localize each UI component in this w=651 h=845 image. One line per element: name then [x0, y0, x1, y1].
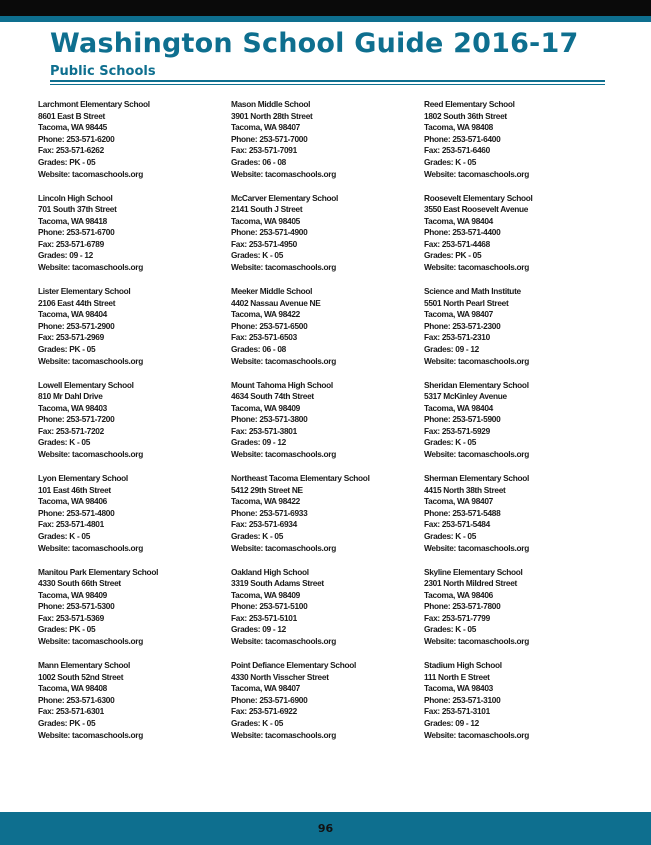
school-city: Tacoma, WA 98407	[231, 683, 300, 694]
top-black-bar	[0, 0, 651, 16]
school-website: Website: tacomaschools.org	[424, 262, 530, 273]
school-address: 3901 North 28th Street	[231, 110, 313, 121]
school-entry	[231, 660, 421, 754]
school-phone: Phone: 253-571-5488	[424, 507, 501, 518]
school-fax: Fax: 253-571-2969	[38, 332, 104, 343]
listing-column-3	[424, 99, 614, 754]
school-address: 101 East 46th Street	[38, 484, 111, 495]
school-phone: Phone: 253-571-5100	[231, 601, 308, 612]
school-phone: Phone: 253-571-4800	[38, 507, 115, 518]
school-entry	[231, 193, 421, 287]
school-phone: Phone: 253-571-2300	[424, 320, 501, 331]
school-entry	[424, 99, 614, 193]
school-address: 1002 South 52nd Street	[38, 671, 124, 682]
school-phone: Phone: 253-571-4900	[231, 227, 308, 238]
school-address: 111 North E Street	[424, 671, 490, 682]
page-number: 96	[317, 822, 334, 835]
school-phone: Phone: 253-571-7200	[38, 414, 115, 425]
school-fax: Fax: 253-571-6789	[38, 238, 104, 249]
school-address: 3550 East Roosevelt Avenue	[424, 204, 529, 215]
school-grades: Grades: 06 - 08	[231, 343, 286, 354]
school-grades: Grades: K - 05	[231, 717, 284, 728]
school-fax: Fax: 253-571-2310	[424, 332, 490, 343]
school-name: Mason Middle School	[231, 99, 311, 109]
school-name: Manitou Park Elementary School	[38, 566, 159, 577]
school-website: Website: tacomaschools.org	[38, 729, 144, 740]
school-phone: Phone: 253-571-6200	[38, 133, 115, 144]
school-city: Tacoma, WA 98422	[231, 309, 300, 320]
school-phone: Phone: 253-571-6300	[38, 694, 115, 705]
school-fax: Fax: 253-571-4801	[38, 519, 104, 530]
school-entry	[424, 286, 614, 380]
school-name: Northeast Tacoma Elementary School	[231, 473, 370, 483]
school-address: 4402 Nassau Avenue NE	[231, 297, 321, 308]
school-grades: Grades: 09 - 12	[231, 437, 286, 448]
school-entry	[38, 286, 228, 380]
school-city: Tacoma, WA 98406	[38, 496, 107, 507]
school-website: Website: tacomaschools.org	[231, 168, 337, 179]
school-address: 5412 29th Street NE	[231, 484, 303, 495]
school-phone: Phone: 253-571-2900	[38, 320, 115, 331]
school-entry	[424, 473, 614, 567]
school-entry	[424, 567, 614, 661]
school-grades: Grades: K - 05	[424, 530, 477, 541]
school-website: Website: tacomaschools.org	[424, 355, 530, 366]
school-phone: Phone: 253-571-5900	[424, 414, 501, 425]
page-subtitle: Public Schools	[50, 64, 156, 79]
school-fax: Fax: 253-571-7091	[231, 145, 297, 156]
school-phone: Phone: 253-571-6400	[424, 133, 501, 144]
school-fax: Fax: 253-571-6503	[231, 332, 297, 343]
school-website: Website: tacomaschools.org	[38, 168, 144, 179]
school-grades: Grades: K - 05	[38, 437, 91, 448]
school-phone: Phone: 253-571-6700	[38, 227, 115, 238]
school-name: Lister Elementary School	[38, 286, 131, 296]
school-grades: Grades: PK - 05	[38, 624, 96, 635]
school-entry	[424, 660, 614, 754]
school-name: Science and Math Institute	[424, 286, 521, 296]
school-address: 4330 South 66th Street	[38, 578, 121, 589]
school-phone: Phone: 253-571-5300	[38, 601, 115, 612]
school-entry	[38, 193, 228, 287]
school-website: Website: tacomaschools.org	[38, 262, 144, 273]
school-grades: Grades: K - 05	[38, 530, 91, 541]
school-website: Website: tacomaschools.org	[424, 168, 530, 179]
header-rule-thin	[50, 84, 605, 85]
header-rule-thick	[50, 80, 605, 82]
school-city: Tacoma, WA 98422	[231, 496, 300, 507]
school-city: Tacoma, WA 98407	[424, 309, 493, 320]
school-address: 2141 South J Street	[231, 204, 303, 215]
school-website: Website: tacomaschools.org	[38, 449, 144, 460]
school-website: Website: tacomaschools.org	[231, 262, 337, 273]
school-entry	[231, 380, 421, 474]
school-address: 5501 North Pearl Street	[424, 297, 509, 308]
school-address: 5317 McKinley Avenue	[424, 391, 507, 402]
school-phone: Phone: 253-571-3100	[424, 694, 501, 705]
school-city: Tacoma, WA 98407	[231, 122, 300, 133]
school-city: Tacoma, WA 98404	[38, 309, 107, 320]
school-phone: Phone: 253-571-6500	[231, 320, 308, 331]
school-website: Website: tacomaschools.org	[424, 636, 530, 647]
listing-column-2	[231, 99, 421, 754]
school-fax: Fax: 253-571-3801	[231, 425, 297, 436]
school-fax: Fax: 253-571-5484	[424, 519, 490, 530]
school-entry	[231, 286, 421, 380]
school-address: 8601 East B Street	[38, 110, 106, 121]
school-grades: Grades: K - 05	[424, 624, 477, 635]
school-address: 810 Mr Dahl Drive	[38, 391, 103, 402]
school-address: 3319 South Adams Street	[231, 578, 324, 589]
school-address: 1802 South 36th Street	[424, 110, 507, 121]
school-city: Tacoma, WA 98409	[231, 402, 300, 413]
school-fax: Fax: 253-571-6301	[38, 706, 104, 717]
school-grades: Grades: 09 - 12	[424, 343, 479, 354]
school-fax: Fax: 253-571-4950	[231, 238, 297, 249]
school-name: Mann Elementary School	[38, 660, 131, 670]
school-website: Website: tacomaschools.org	[231, 636, 337, 647]
school-grades: Grades: PK - 05	[38, 156, 96, 167]
school-website: Website: tacomaschools.org	[38, 542, 144, 553]
school-address: 4415 North 38th Street	[424, 484, 506, 495]
school-grades: Grades: 06 - 08	[231, 156, 286, 167]
school-fax: Fax: 253-571-4468	[424, 238, 490, 249]
school-city: Tacoma, WA 98409	[38, 589, 107, 600]
school-fax: Fax: 253-571-5369	[38, 612, 104, 623]
school-name: Larchmont Elementary School	[38, 99, 150, 109]
school-phone: Phone: 253-571-7800	[424, 601, 501, 612]
school-city: Tacoma, WA 98405	[231, 215, 300, 226]
school-entry	[38, 473, 228, 567]
school-website: Website: tacomaschools.org	[424, 449, 530, 460]
school-name: Lyon Elementary School	[38, 473, 128, 483]
school-fax: Fax: 253-571-6922	[231, 706, 297, 717]
school-city: Tacoma, WA 98408	[424, 122, 493, 133]
school-entry	[231, 567, 421, 661]
school-entry	[38, 99, 228, 193]
school-website: Website: tacomaschools.org	[424, 542, 530, 553]
school-name: Lowell Elementary School	[38, 379, 134, 390]
school-city: Tacoma, WA 98409	[231, 589, 300, 600]
school-phone: Phone: 253-571-7000	[231, 133, 308, 144]
school-fax: Fax: 253-571-7202	[38, 425, 104, 436]
school-fax: Fax: 253-571-5101	[231, 612, 297, 623]
school-name: Sherman Elementary School	[424, 473, 530, 483]
school-address: 701 South 37th Street	[38, 204, 117, 215]
school-fax: Fax: 253-571-3101	[424, 706, 490, 717]
school-city: Tacoma, WA 98403	[38, 402, 107, 413]
school-city: Tacoma, WA 98445	[38, 122, 107, 133]
school-entry	[38, 380, 228, 474]
school-city: Tacoma, WA 98404	[424, 215, 493, 226]
school-name: Sheridan Elementary School	[424, 379, 529, 390]
listing-column-1	[38, 99, 228, 754]
school-city: Tacoma, WA 98404	[424, 402, 493, 413]
school-grades: Grades: 09 - 12	[424, 717, 479, 728]
school-city: Tacoma, WA 98418	[38, 215, 107, 226]
school-grades: Grades: K - 05	[231, 250, 284, 261]
school-phone: Phone: 253-571-4400	[424, 227, 501, 238]
school-listings	[38, 99, 618, 749]
school-fax: Fax: 253-571-5929	[424, 425, 490, 436]
school-address: 2106 East 44th Street	[38, 297, 116, 308]
school-phone: Phone: 253-571-3800	[231, 414, 308, 425]
school-grades: Grades: PK - 05	[38, 343, 96, 354]
school-website: Website: tacomaschools.org	[38, 636, 144, 647]
school-entry	[231, 473, 421, 567]
school-grades: Grades: K - 05	[424, 156, 477, 167]
school-city: Tacoma, WA 98407	[424, 496, 493, 507]
school-address: 4634 South 74th Street	[231, 391, 314, 402]
school-city: Tacoma, WA 98403	[424, 683, 493, 694]
school-name: Skyline Elementary School	[424, 566, 523, 577]
school-website: Website: tacomaschools.org	[38, 355, 144, 366]
school-name: McCarver Elementary School	[231, 192, 339, 203]
school-name: Roosevelt Elementary School	[424, 192, 533, 203]
school-grades: Grades: 09 - 12	[38, 250, 93, 261]
school-website: Website: tacomaschools.org	[231, 355, 337, 366]
school-grades: Grades: PK - 05	[38, 717, 96, 728]
school-phone: Phone: 253-571-6900	[231, 694, 308, 705]
school-fax: Fax: 253-571-6262	[38, 145, 104, 156]
school-address: 2301 North Mildred Street	[424, 578, 518, 589]
school-entry	[38, 660, 228, 754]
school-entry	[424, 193, 614, 287]
school-city: Tacoma, WA 98408	[38, 683, 107, 694]
school-name: Lincoln High School	[38, 192, 113, 203]
school-grades: Grades: K - 05	[231, 530, 284, 541]
school-address: 4330 North Visscher Street	[231, 671, 329, 682]
school-grades: Grades: K - 05	[424, 437, 477, 448]
school-fax: Fax: 253-571-6934	[231, 519, 297, 530]
school-name: Stadium High School	[424, 660, 502, 670]
school-name: Mount Tahoma High School	[231, 379, 333, 390]
school-fax: Fax: 253-571-7799	[424, 612, 490, 623]
school-grades: Grades: 09 - 12	[231, 624, 286, 635]
page-title: Washington School Guide 2016-17	[50, 28, 579, 59]
school-website: Website: tacomaschools.org	[231, 449, 337, 460]
school-name: Oakland High School	[231, 566, 309, 577]
school-website: Website: tacomaschools.org	[231, 729, 337, 740]
top-accent-bar	[0, 16, 651, 22]
school-entry	[38, 567, 228, 661]
school-name: Reed Elementary School	[424, 99, 515, 109]
school-entry	[424, 380, 614, 474]
school-phone: Phone: 253-571-6933	[231, 507, 308, 518]
school-city: Tacoma, WA 98406	[424, 589, 493, 600]
school-entry	[231, 99, 421, 193]
school-grades: Grades: PK - 05	[424, 250, 482, 261]
school-name: Point Defiance Elementary School	[231, 660, 357, 670]
school-website: Website: tacomaschools.org	[231, 542, 337, 553]
school-website: Website: tacomaschools.org	[424, 729, 530, 740]
school-name: Meeker Middle School	[231, 286, 313, 296]
school-fax: Fax: 253-571-6460	[424, 145, 490, 156]
